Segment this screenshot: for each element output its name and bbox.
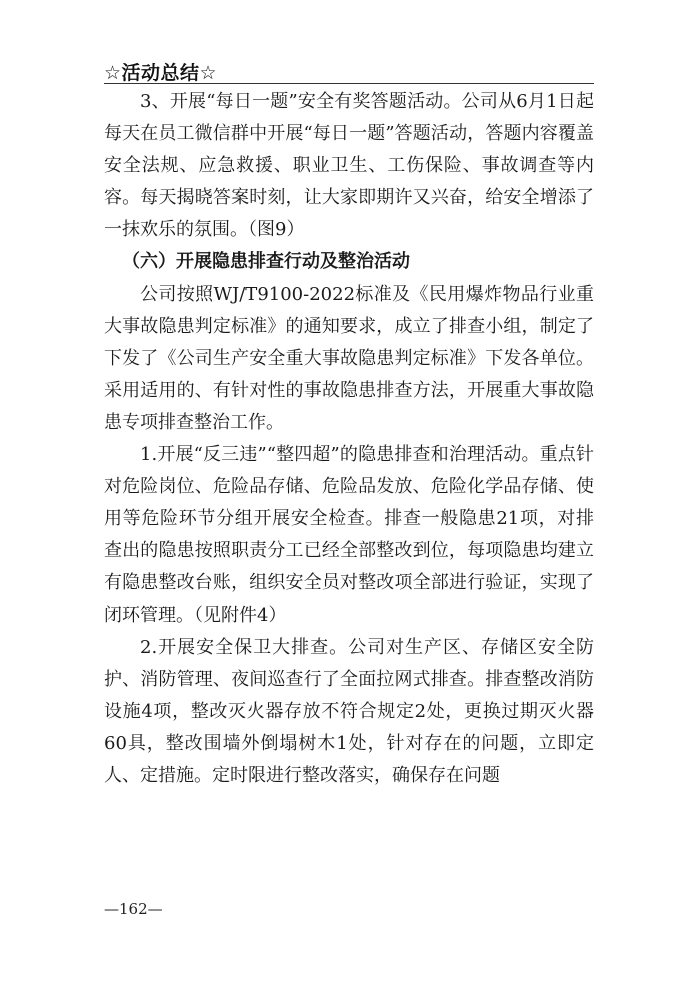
section-header-title: ☆活动总结☆: [104, 62, 218, 84]
paragraph-item-2-security-inspection: 2.开展安全保卫大排查。公司对生产区、存储区安全防护、消防管理、夜间巡查行了全面拉网式排查。排查整改消防设施4项，整改灭火器存放不符合规定2处，更换过期灭火器60具，整改围墙外倒塌树木1处，针对存在的问题，立即定人、定措施。定时限进行整改落实，确保存在问题: [104, 636, 594, 786]
header-divider: [104, 83, 594, 84]
section-heading-hazard-inspection: （六）开展隐患排查行动及整治活动: [122, 251, 410, 273]
page-number: —162—: [104, 900, 163, 918]
document-body: [104, 86, 594, 792]
paragraph-standard-requirements: 公司按照WJ/T9100-2022标准及《民用爆炸物品行业重大事故隐患判定标准》的通知要求，成立了排查小组，制定了下发了《公司生产安全重大事故隐患判定标准》下发各单位。采用适用的、有针对性的事故隐患排查方法，开展重大事故隐患专项排查整治工作。: [104, 283, 594, 433]
paragraph-daily-question-activity: 3、开展“每日一题”安全有奖答题活动。公司从6月1日起每天在员工微信群中开展“每日一题”答题活动，答题内容覆盖安全法规、应急救援、职业卫生、工伤保险、事故调查等内容。每天揭晓答案时刻，让大家即期许又兴奋，给安全增添了一抹欢乐的氛围。（图9）: [104, 91, 594, 241]
paragraph-item-1-hazard-governance: 1.开展“反三违”“整四超”的隐患排查和治理活动。重点针对危险岗位、危险品存储、危险品发放、危险化学品存储、使用等危险环节分组开展安全检查。排查一般隐患21项，对排查出的隐患按照职责分工已经全部整改到位，每项隐患均建立有隐患整改台账，组织安全员对整改项全部进行验证，实现了闭环管理。（见附件4）: [104, 444, 594, 626]
